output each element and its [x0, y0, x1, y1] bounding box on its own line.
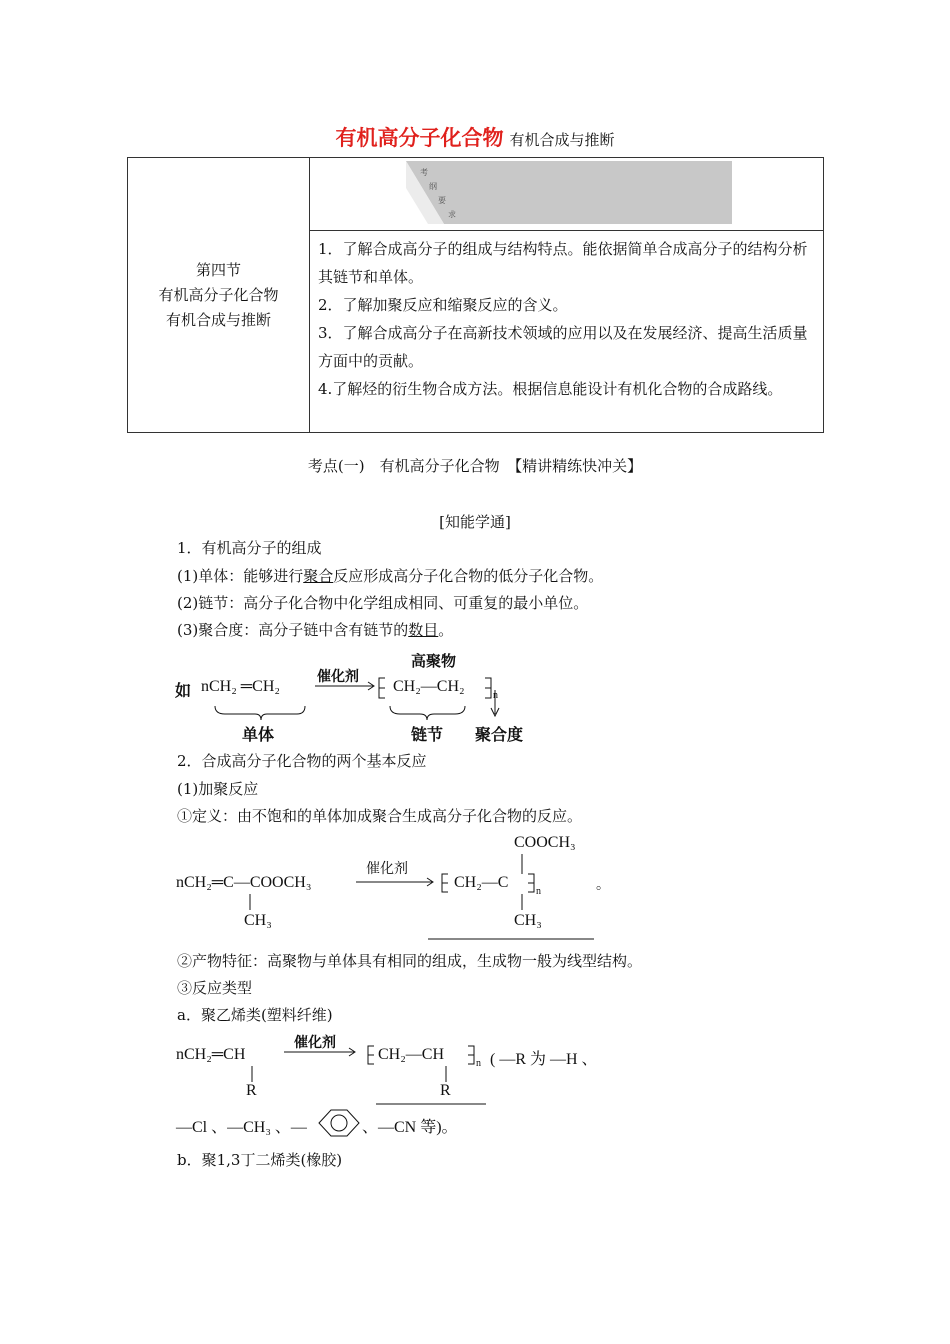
goals-cell [310, 231, 824, 433]
s2-type-b: b．聚1,3丁二烯类(橡胶) [177, 1151, 343, 1169]
goal-2: 2．了解加聚反应和缩聚反应的含义。 [318, 296, 568, 314]
title-main: 有机高分子化合物 [335, 126, 504, 150]
s1-line2: (2)链节：高分子化合物中化学组成相同、可重复的最小单位。 [177, 594, 589, 612]
fig3-r2: R [440, 1082, 451, 1099]
fig3-r: R [246, 1082, 257, 1099]
page-title [0, 122, 950, 152]
fig1-danti: 单体 [242, 725, 275, 744]
section-number: 第四节 [195, 260, 241, 279]
s2-definition: ①定义：由不饱和的单体加成聚合生成高分子化合物的反应。 [177, 807, 583, 825]
fig1-catalyst: 催化剂 [317, 669, 359, 685]
polymer-example-figure [175, 648, 535, 744]
s2-heading: 2．合成高分子化合物的两个基本反应 [177, 752, 427, 770]
fig2-left: nCH₂═C—COOCH₃ [176, 874, 312, 891]
fig3-catalyst: 催化剂 [294, 1035, 336, 1051]
section-title-2: 有机合成与推断 [165, 310, 271, 329]
s1-l3-pre: (3)聚合度：高分子链中含有链节的 [177, 621, 409, 639]
mma-polymerization-figure [176, 830, 636, 945]
fig1-lianjie: 链节 [411, 725, 444, 744]
fig1-monomer: nCH₂ ═CH₂ [201, 678, 280, 695]
syllabus-table [127, 157, 824, 433]
fig1-n: n [493, 690, 498, 701]
fig2-top: COOCH₃ [514, 834, 576, 851]
fig2-product: CH₂—C [454, 874, 509, 891]
goal-4: 4.了解烃的衍生物合成方法。根据信息能设计有机化合物的合成路线。 [318, 380, 783, 398]
s1-line1 [177, 566, 603, 586]
fig2-catalyst: 催化剂 [366, 861, 408, 877]
fig3-product: CH₂—CH [378, 1046, 445, 1063]
fig1-polymer: CH₂—CH₂ [393, 678, 465, 695]
s2-feature: ②产物特征：高聚物与单体具有相同的组成，生成物一般为线型结构。 [177, 952, 643, 970]
banner-char-2: 纲 [429, 182, 437, 191]
s1-heading: 1．有机高分子的组成 [177, 539, 322, 557]
fig2-bottom: CH₃ [514, 912, 542, 929]
s1-l3-underline: 数目 [408, 621, 439, 639]
banner-char-4: 求 [448, 210, 456, 219]
zhineng-heading: [知能学通] [439, 513, 511, 531]
fig3-line2b: 、—CN 等)。 [362, 1119, 458, 1136]
fig2-ch3: CH₃ [244, 912, 272, 929]
fig3-n: n [476, 1058, 481, 1069]
s2-types: ③反应类型 [177, 979, 253, 997]
banner-char-3: 要 [438, 196, 446, 205]
banner-cell [310, 158, 824, 231]
title-sub: 有机合成与推断 [509, 131, 615, 149]
goal-3: 3．了解合成高分子在高新技术领域的应用以及在发展经济、提高生活质量方面中的贡献。 [318, 324, 808, 370]
banner-char-1: 考 [420, 168, 428, 177]
s2-type-a: a．聚乙烯类(塑料纤维) [177, 1006, 333, 1024]
kaodian-heading: 考点(一) 有机高分子化合物 【精讲精练快冲关】 [307, 457, 643, 475]
fig2-end: 。 [596, 877, 610, 893]
goal-1: 1．了解合成高分子的组成与结构特点。能依据简单合成高分子的结构分析其链节和单体。 [318, 240, 808, 286]
fig3-left: nCH₂═CH [176, 1046, 246, 1063]
s1-line3 [177, 620, 453, 640]
fig1-ru: 如 [175, 681, 192, 700]
fig1-gaojuwu: 高聚物 [411, 652, 457, 670]
fig3-line2a: —Cl 、—CH₃ 、— [176, 1119, 307, 1136]
section-title-1: 有机高分子化合物 [158, 285, 279, 304]
s2-sub1: (1)加聚反应 [177, 780, 259, 798]
fig1-juhedu: 聚合度 [475, 725, 524, 744]
s1-l1-pre: (1)单体：能够进行 [177, 567, 304, 585]
s1-l1-post: 反应形成高分子化合物的低分子化合物。 [333, 567, 604, 585]
polyethylene-figure [176, 1030, 676, 1145]
kaogang-banner [310, 158, 825, 230]
fig2-n: n [536, 886, 541, 897]
section-label-cell [128, 158, 310, 433]
fig3-note: ( —R 为 —H 、 [490, 1051, 598, 1068]
s1-l3-post: 。 [438, 621, 454, 639]
s1-l1-underline: 聚合 [303, 567, 334, 585]
